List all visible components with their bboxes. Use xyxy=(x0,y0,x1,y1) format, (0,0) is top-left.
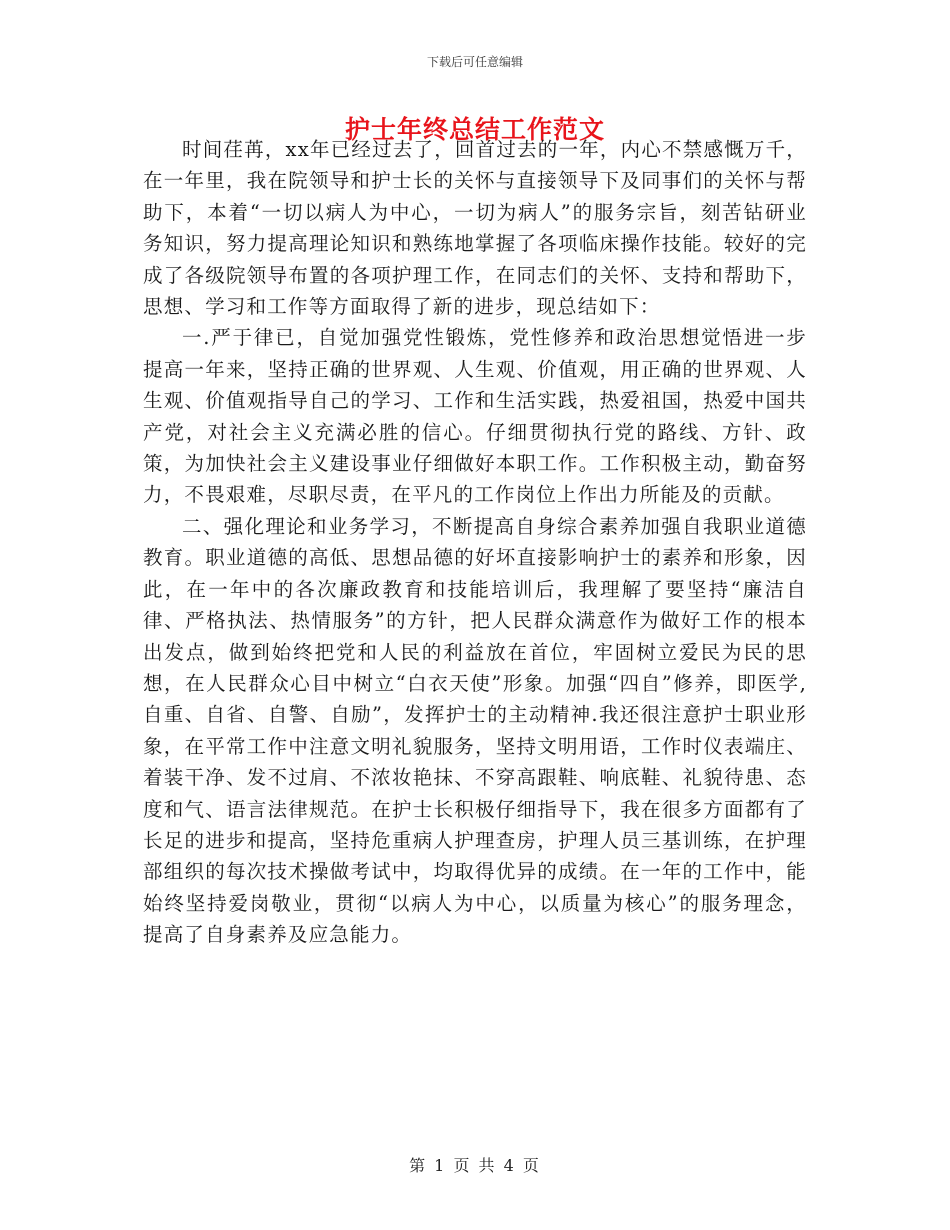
paragraph-section-2: 二、强化理论和业务学习，不断提高自身综合素养加强自我职业道德教育。职业道德的高低、思想品德的好坏直接影响护士的素养和形象，因此，在一年中的各次廉政教育和技能培训后，我理解了要坚持“廉洁自律、严格执法、热情服务”的方针，把人民群众满意作为做好工作的根本出发点，做到始终把党和人民的利益放在首位，牢固树立爱民为民的思想，在人民群众心目中树立“白衣天使”形象。加强“四自”修养，即医学,自重、自省、自警、自励”，发挥护士的主动精神.我还很注意护士职业形象，在平常工作中注意文明礼貌服务，坚持文明用语，工作时仪表端庄、着装干净、发不过肩、不浓妆艳抹、不穿高跟鞋、响底鞋、礼貌待患、态度和气、语言法律规范。在护士长积极仔细指导下，我在很多方面都有了长足的进步和提高，坚持危重病人护理查房，护理人员三基训练，在护理部组织的每次技术操做考试中，均取得优异的成绩。在一年的工作中，能始终坚持爱岗敬业，贯彻“以病人为中心，以质量为核心”的服务理念，提高了自身素养及应急能力。 xyxy=(143,514,807,947)
header-note: 下载后可任意编辑 xyxy=(426,55,523,69)
document-body xyxy=(143,134,807,951)
document-title: 护士年终总结工作范文 xyxy=(344,115,605,144)
page-number: 第 1 页 共 4 页 xyxy=(409,1156,541,1175)
paragraph-section-1: 一.严于律已，自觉加强党性锻炼，党性修养和政治思想觉悟进一步提高一年来，坚持正确的世界观、人生观、价值观，用正确的世界观、人生观、价值观指导自己的学习、工作和生活实践，热爱祖国，热爱中国共产党，对社会主义充满必胜的信心。仔细贯彻执行党的路线、方针、政策，为加快社会主义建设事业仔细做好本职工作。工作积极主动，勤奋努力，不畏艰难，尽职尽责，在平凡的工作岗位上作出力所能及的贡献。 xyxy=(143,326,807,507)
paragraph-intro: 时间荏苒，xx年已经过去了，回首过去的一年，内心不禁感慨万千，在一年里，我在院领导和护士长的关怀与直接领导下及同事们的关怀与帮助下，本着“一切以病人为中心，一切为病人”的服务宗旨，刻苦钻研业务知识，努力提高理论知识和熟练地掌握了各项临床操作技能。较好的完成了各级院领导布置的各项护理工作，在同志们的关怀、支持和帮助下，思想、学习和工作等方面取得了新的进步，现总结如下： xyxy=(143,138,807,319)
